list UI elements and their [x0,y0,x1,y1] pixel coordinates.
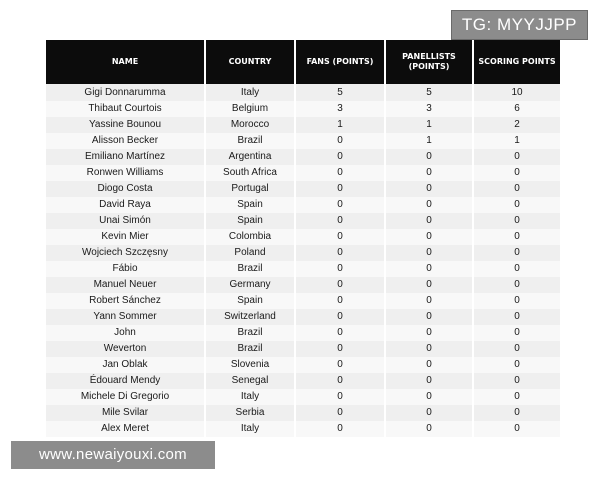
table-row [46,245,560,261]
cell-country: Colombia [206,229,294,245]
cell-name: Ronwen Williams [46,165,204,181]
header-scoring-points: SCORING POINTS [474,40,560,84]
table-row [46,293,560,309]
cell-panellists: 0 [386,421,472,437]
cell-fans: 0 [296,293,384,309]
cell-panellists: 0 [386,149,472,165]
cell-fans: 0 [296,133,384,149]
cell-scoring: 0 [474,213,560,229]
cell-scoring: 0 [474,245,560,261]
cell-name: Gigi Donnarumma [46,84,204,101]
cell-fans: 0 [296,149,384,165]
table-row [46,405,560,421]
cell-country: Brazil [206,133,294,149]
cell-name: Weverton [46,341,204,357]
cell-fans: 0 [296,213,384,229]
cell-name: Alex Meret [46,421,204,437]
cell-panellists: 0 [386,213,472,229]
header-name: NAME [46,40,204,84]
table-row [46,84,560,101]
cell-fans: 0 [296,421,384,437]
cell-country: Poland [206,245,294,261]
cell-scoring: 0 [474,165,560,181]
table-row [46,277,560,293]
table-row [46,389,560,405]
cell-fans: 0 [296,261,384,277]
cell-name: Yann Sommer [46,309,204,325]
cell-name: Jan Oblak [46,357,204,373]
cell-country: Spain [206,293,294,309]
cell-name: David Raya [46,197,204,213]
table-row [46,357,560,373]
cell-panellists: 0 [386,293,472,309]
cell-name: Thibaut Courtois [46,101,204,117]
cell-fans: 3 [296,101,384,117]
cell-name: Robert Sánchez [46,293,204,309]
cell-name: Unai Simón [46,213,204,229]
header-panellists: PANELLISTS (POINTS) [386,40,472,84]
cell-country: Slovenia [206,357,294,373]
cell-country: Spain [206,197,294,213]
table-row [46,341,560,357]
cell-panellists: 5 [386,84,472,101]
cell-scoring: 0 [474,421,560,437]
cell-scoring: 0 [474,309,560,325]
cell-fans: 0 [296,405,384,421]
cell-country: Italy [206,421,294,437]
cell-country: Senegal [206,373,294,389]
table-row [46,213,560,229]
cell-panellists: 3 [386,101,472,117]
table-row [46,309,560,325]
table-row [46,133,560,149]
cell-panellists: 0 [386,325,472,341]
cell-panellists: 0 [386,181,472,197]
cell-scoring: 0 [474,181,560,197]
cell-country: Germany [206,277,294,293]
cell-name: John [46,325,204,341]
cell-country: Brazil [206,341,294,357]
cell-scoring: 2 [474,117,560,133]
cell-fans: 0 [296,373,384,389]
cell-panellists: 0 [386,373,472,389]
cell-name: Yassine Bounou [46,117,204,133]
cell-scoring: 0 [474,405,560,421]
cell-fans: 0 [296,325,384,341]
table-row [46,165,560,181]
cell-country: Switzerland [206,309,294,325]
cell-name: Édouard Mendy [46,373,204,389]
watermark-bottom: www.newaiyouxi.com [11,441,215,469]
header-fans: FANS (POINTS) [296,40,384,84]
cell-name: Fábio [46,261,204,277]
cell-panellists: 1 [386,117,472,133]
cell-fans: 0 [296,277,384,293]
table-row [46,373,560,389]
cell-country: Argentina [206,149,294,165]
table-row [46,197,560,213]
cell-scoring: 0 [474,293,560,309]
cell-country: Brazil [206,325,294,341]
table-row [46,421,560,437]
cell-scoring: 0 [474,373,560,389]
cell-fans: 0 [296,197,384,213]
cell-scoring: 0 [474,357,560,373]
cell-country: Serbia [206,405,294,421]
ranking-table [44,40,562,437]
cell-country: Belgium [206,101,294,117]
cell-panellists: 0 [386,229,472,245]
cell-scoring: 0 [474,325,560,341]
table-row [46,117,560,133]
cell-scoring: 0 [474,229,560,245]
cell-fans: 0 [296,357,384,373]
cell-panellists: 0 [386,389,472,405]
table-row [46,181,560,197]
cell-panellists: 0 [386,341,472,357]
cell-panellists: 0 [386,277,472,293]
cell-country: Italy [206,84,294,101]
cell-fans: 0 [296,309,384,325]
cell-panellists: 0 [386,357,472,373]
cell-name: Michele Di Gregorio [46,389,204,405]
cell-panellists: 0 [386,165,472,181]
cell-fans: 1 [296,117,384,133]
cell-scoring: 0 [474,389,560,405]
cell-scoring: 0 [474,149,560,165]
cell-country: Morocco [206,117,294,133]
table-row [46,325,560,341]
cell-name: Kevin Mier [46,229,204,245]
cell-scoring: 6 [474,101,560,117]
cell-panellists: 0 [386,245,472,261]
table-row [46,101,560,117]
table-header-row [46,40,560,84]
cell-name: Wojciech Szczęsny [46,245,204,261]
cell-scoring: 0 [474,341,560,357]
cell-fans: 0 [296,245,384,261]
cell-country: Brazil [206,261,294,277]
header-country: COUNTRY [206,40,294,84]
cell-fans: 0 [296,341,384,357]
cell-fans: 0 [296,165,384,181]
cell-scoring: 0 [474,261,560,277]
cell-fans: 0 [296,389,384,405]
cell-panellists: 0 [386,261,472,277]
cell-fans: 5 [296,84,384,101]
cell-name: Diogo Costa [46,181,204,197]
cell-fans: 0 [296,229,384,245]
cell-scoring: 1 [474,133,560,149]
table-row [46,149,560,165]
cell-scoring: 10 [474,84,560,101]
cell-panellists: 0 [386,405,472,421]
cell-panellists: 0 [386,197,472,213]
cell-scoring: 0 [474,197,560,213]
watermark-top: TG: MYYJJPP [451,10,588,40]
table-row [46,261,560,277]
cell-name: Mile Svilar [46,405,204,421]
cell-scoring: 0 [474,277,560,293]
table-row [46,229,560,245]
cell-country: South Africa [206,165,294,181]
cell-name: Emiliano Martínez [46,149,204,165]
cell-country: Italy [206,389,294,405]
cell-fans: 0 [296,181,384,197]
cell-panellists: 0 [386,309,472,325]
cell-name: Alisson Becker [46,133,204,149]
cell-country: Spain [206,213,294,229]
cell-name: Manuel Neuer [46,277,204,293]
cell-panellists: 1 [386,133,472,149]
cell-country: Portugal [206,181,294,197]
